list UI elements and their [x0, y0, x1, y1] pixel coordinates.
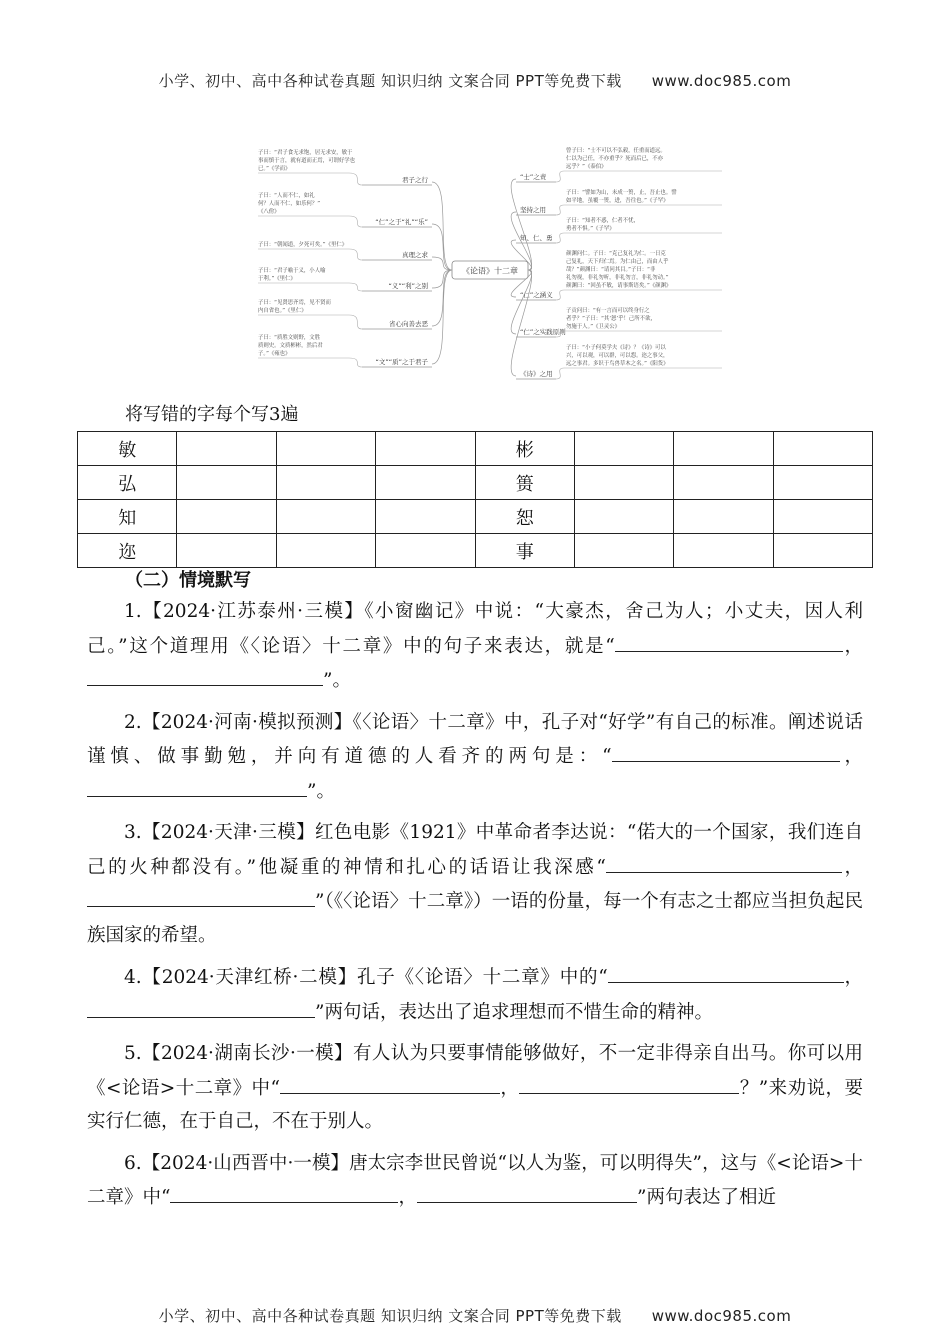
mindmap-node-label: “义”“利”之别 [388, 282, 428, 290]
instruction: 将写错的字每个写3遍 [125, 404, 299, 425]
mindmap-quote-line: 质则史。文质彬彬，然后君 [258, 343, 323, 349]
mindmap-quote-connector [556, 171, 722, 182]
mindmap-branch-line [432, 224, 452, 270]
question-text: ”（《〈论语〉十二章》）一语的份量，每一个有志之士都应当担负起民族国家的希望。 [87, 891, 863, 946]
answer-blank[interactable] [612, 739, 840, 762]
mindmap-quote-connector [556, 368, 722, 379]
mindmap-quote-line: 仁以为己任，不亦重乎？死而后已，不亦 [566, 156, 664, 162]
mindmap-quote-line: 子贡问曰：“有一言而可以终身行之 [566, 308, 650, 314]
mindmap-quote-connector [556, 331, 722, 337]
header-site[interactable]: www.doc985.com [651, 72, 792, 90]
question-text: ， [842, 635, 863, 657]
header-text: 小学、初中、高中各种试卷真题 知识归纳 文案合同 PPT等免费下载 [158, 72, 622, 90]
mindmap-quote-line: 《八佾》 [258, 209, 280, 215]
grid-row [78, 534, 873, 568]
grid-cell[interactable] [276, 432, 375, 466]
mindmap-quote-line: 勿施于人。”《卫灵公》 [566, 324, 620, 330]
question-text: ”两句话，表达出了追求理想而不惜生命的精神。 [315, 1001, 713, 1023]
grid-cell[interactable] [177, 466, 276, 500]
question-text: 6.【2024·山西晋中·一模】唐太宗李世民曾说“以人为鉴，可以明得失”，这与《<论语>十二章》中“ [87, 1152, 863, 1208]
mindmap-node-label: “文”“质”之于君子 [375, 358, 428, 366]
mindmap-quote-line: 何？人而不仁，如乐何？” [258, 201, 321, 207]
grid-cell[interactable] [376, 466, 475, 500]
question-6 [87, 1147, 863, 1215]
grid-cell[interactable] [574, 466, 673, 500]
answer-blank[interactable] [280, 1071, 500, 1094]
mindmap-center-label: 《论语》十二章 [462, 266, 518, 276]
footer-site[interactable]: www.doc985.com [651, 1307, 792, 1325]
grid-cell[interactable] [276, 466, 375, 500]
grid-row [78, 500, 873, 534]
grid-char: 迩 [78, 534, 177, 568]
answer-blank[interactable] [87, 995, 315, 1018]
question-text: 1.【2024·江苏泰州·三模】《小窗幽记》中说：“大豪杰，舍己为人；小丈夫，因人利己。”这个道理用《〈论语〉十二章》中的句子来表达，就是“ [87, 601, 863, 657]
question-5 [87, 1037, 863, 1139]
grid-cell[interactable] [773, 466, 872, 500]
mindmap-quote-line: 兴，可以观，可以群，可以怨。迩之事父， [566, 353, 669, 359]
mindmap-quote-connector [258, 249, 362, 260]
mindmap-quote-line: 如平地，虽覆一篑，进，吾往也。”《子罕》 [566, 198, 669, 204]
answer-blank[interactable] [519, 1071, 739, 1094]
mindmap-quote-line: 于利。”《里仁》 [258, 276, 296, 282]
mindmap-quote-line: 子曰：“君子食无求饱，居无求安，敏于 [258, 150, 353, 156]
grid-cell[interactable] [674, 500, 773, 534]
answer-blank[interactable] [87, 774, 307, 797]
mindmap-quote-line: 颜渊问仁。子曰：“克己复礼为仁。一日克 [566, 251, 666, 257]
mindmap-quote-line: 子曰：“譬如为山，未成一篑，止，吾止也。譬 [566, 190, 677, 196]
mindmap-quote-connector [556, 205, 722, 215]
mindmap-node-label: 君子之行 [402, 176, 428, 184]
question-text: ”。 [307, 780, 335, 802]
grid-cell[interactable] [674, 466, 773, 500]
mindmap-quote-line: 礼勿视，非礼勿听，非礼勿言，非礼勿动。” [566, 275, 669, 281]
mindmap-node-label: 坚持之用 [520, 206, 546, 214]
answer-blank[interactable] [417, 1180, 637, 1203]
question-text: ， [841, 856, 863, 878]
grid-cell[interactable] [177, 432, 276, 466]
mindmap-quote-line: 子曰：“知者不惑，仁者不忧， [566, 218, 639, 224]
question-text: ”两句表达了相近 [636, 1187, 776, 1208]
mindmap-quote-line: 子曰：“小子何莫学夫《诗》？《诗》可以 [566, 345, 666, 351]
grid-cell[interactable] [177, 500, 276, 534]
grid-cell[interactable] [376, 500, 475, 534]
mindmap-node-label: “仁”之涵义 [520, 291, 553, 299]
question-text: 4.【2024·天津红桥·二模】孔子《〈论语〉十二章》中的“ [124, 967, 608, 988]
question-text: 2.【2024·河南·模拟预测】《〈论语〉十二章》中，孔子对“好学”有自己的标准。阐述说话谨慎、做事勤勉，并向有道德的人看齐的两句是：“ [87, 711, 863, 767]
footer-text: 小学、初中、高中各种试卷真题 知识归纳 文案合同 PPT等免费下载 [158, 1307, 622, 1325]
mindmap-quote-connector [258, 315, 362, 329]
mindmap-quote-line: 子曰：“朝闻道，夕死可矣。”《里仁》 [258, 242, 348, 248]
mindmap-quote-line: 远乎？”《泰伯》 [566, 164, 607, 170]
grid-cell[interactable] [773, 500, 872, 534]
question-1 [87, 595, 863, 698]
mindmap-quote-line: 已。”《学而》 [258, 166, 291, 172]
question-text: ？”来劝说，要实行仁德，在于自己，不在于别人。 [87, 1077, 863, 1132]
mindmap-node-label: 真理之求 [402, 251, 428, 259]
question-list [87, 595, 863, 1223]
question-3 [87, 816, 863, 952]
mindmap-quote-connector [556, 290, 722, 300]
grid-cell[interactable] [574, 500, 673, 534]
grid-char: 敏 [78, 432, 177, 466]
answer-blank[interactable] [608, 960, 844, 983]
mindmap-quote-line: 子曰：“质胜文则野，文胜 [258, 335, 321, 341]
answer-blank[interactable] [170, 1180, 398, 1203]
mindmap-quote-connector [258, 173, 362, 185]
mindmap-quote-line: 子。”《雍也》 [258, 351, 291, 357]
question-text: ， [839, 746, 863, 767]
grid-cell[interactable] [574, 432, 673, 466]
mindmap-node-label: 知、仁、勇 [520, 234, 553, 242]
mindmap-node-label: “仁”之于“礼”“乐” [375, 218, 428, 226]
mindmap-quote-connector [258, 216, 362, 227]
grid-char: 事 [475, 534, 574, 568]
grid-cell[interactable] [674, 432, 773, 466]
mindmap-branch-line [432, 270, 452, 288]
mindmap-node-label: “士”之责 [520, 173, 547, 181]
mindmap-quote-line: 哉？”颜渊曰：“请问其目。”子曰：“非 [566, 267, 656, 273]
grid-char: 恕 [475, 500, 574, 534]
answer-blank[interactable] [87, 884, 315, 907]
mindmap-quote-line: 子曰：“见贤思齐焉，见不贤而 [258, 300, 331, 306]
mindmap-node-label: 《诗》之用 [520, 370, 553, 378]
grid-row [78, 432, 873, 466]
mindmap-quote-line: 颜渊曰：“回虽不敏，请事斯语矣。”《颜渊》 [566, 283, 672, 289]
mindmap-quote-line: 事而慎于言，就有道而正焉，可谓好学也 [258, 158, 356, 164]
mindmap-quote-line: 子曰：“人而不仁，如礼 [258, 193, 315, 199]
grid-cell[interactable] [376, 534, 475, 568]
mindmap-quote-line: 内自省也。”《里仁》 [258, 308, 307, 314]
mindmap-quote-line: 己复礼，天下归仁焉。为仁由己，而由人乎 [566, 259, 669, 265]
page-footer [0, 1305, 950, 1326]
answer-blank[interactable] [606, 850, 842, 873]
mindmap-quote-connector [258, 358, 362, 367]
grid-char: 彬 [475, 432, 574, 466]
grid-cell[interactable] [674, 534, 773, 568]
answer-blank[interactable] [615, 629, 843, 652]
answer-blank[interactable] [87, 663, 323, 686]
grid-cell[interactable] [276, 534, 375, 568]
question-text: ， [499, 1077, 520, 1099]
grid-cell[interactable] [177, 534, 276, 568]
question-text: 5.【2024·湖南长沙·一模】有人认为只要事情能够做好，不一定非得亲自出马。你可以用《<论语>十二章》中“ [87, 1043, 863, 1099]
mindmap-quote-line: 曾子曰：“士不可以不弘毅，任重而道远。 [566, 148, 666, 154]
question-2 [87, 706, 863, 809]
grid-cell[interactable] [574, 534, 673, 568]
grid-cell[interactable] [773, 534, 872, 568]
mindmap-quote-line: 远之事君。多识于鸟兽草木之名。”《阳货》 [566, 361, 669, 367]
section-title: （二）情境默写 [125, 570, 251, 591]
grid-char: 知 [78, 500, 177, 534]
mindmap-branch-line [432, 270, 452, 326]
grid-row [78, 466, 873, 500]
mindmap-quote-connector [556, 233, 722, 243]
grid-cell[interactable] [376, 432, 475, 466]
grid-cell[interactable] [276, 500, 375, 534]
mindmap-quote-line: 子曰：“君子喻于义，小人喻 [258, 268, 326, 274]
mind-map-image [254, 142, 726, 385]
grid-char: 篑 [475, 466, 574, 500]
mindmap-node-label: 省心向善去恶 [389, 320, 428, 328]
mindmap-node-label: “仁”之实践原则 [520, 328, 566, 336]
question-text: 3.【2024·天津·三模】红色电影《1921》中革命者李达说：“偌大的一个国家，我们连自己的火种都没有。”他凝重的神情和扎心的话语让我深感“ [87, 822, 863, 878]
page-header [0, 70, 950, 91]
mindmap-quote-line: 者乎？”子曰：“其‘恕’乎！己所不欲， [566, 316, 656, 322]
mindmap-quote-line: 勇者不惧。”《子罕》 [566, 226, 615, 232]
question-text: ， [398, 1187, 417, 1208]
grid-cell[interactable] [773, 432, 872, 466]
question-text: ”。 [323, 670, 351, 691]
question-text: ， [843, 967, 863, 988]
question-4 [87, 960, 863, 1029]
mindmap-branch-line [511, 270, 532, 334]
mindmap-quote-connector [258, 283, 362, 291]
grid-char: 弘 [78, 466, 177, 500]
writing-grid [77, 431, 873, 568]
mindmap-branch-line [432, 257, 452, 270]
